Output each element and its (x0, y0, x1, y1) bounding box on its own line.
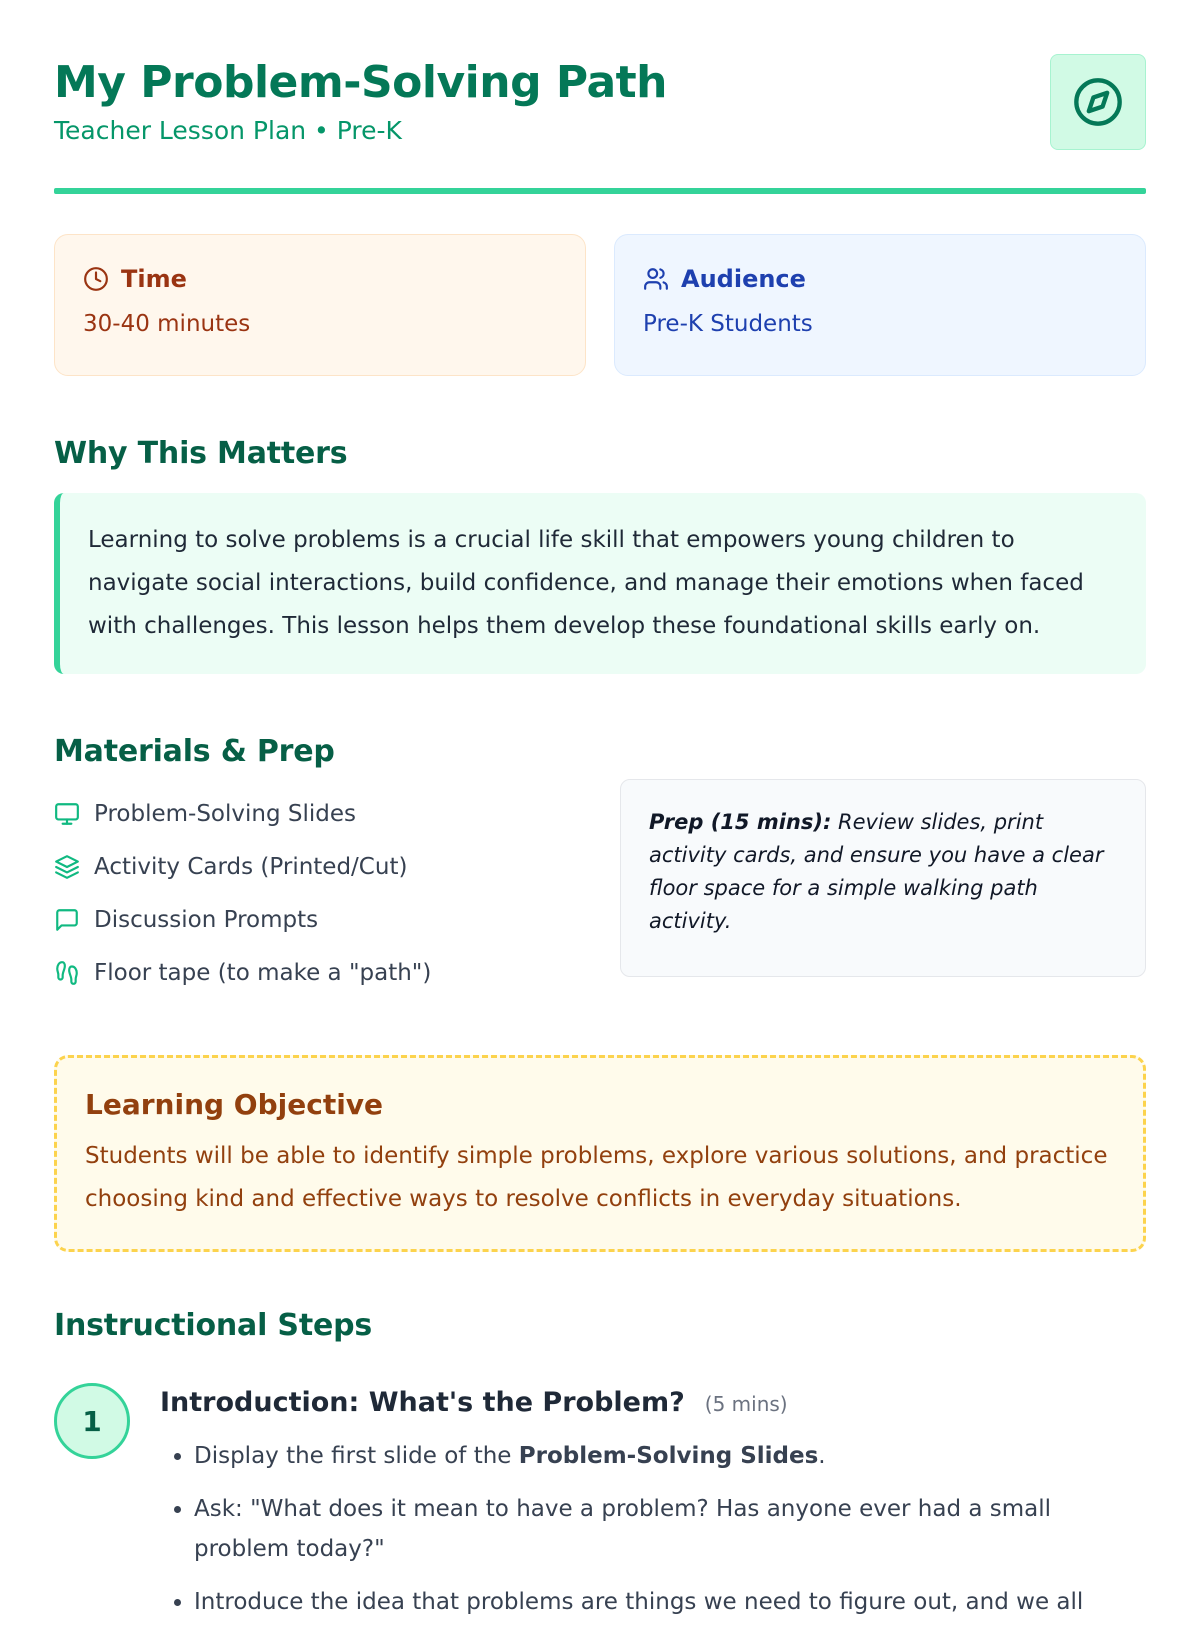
why-callout: Learning to solve problems is a crucial life skill that empowers young children to navigate social interactions, build confidence, and manage their emotions when faced with challenges. This lesson helps them develop these foundational skills early on. (54, 493, 1146, 674)
list-item (54, 787, 620, 840)
header (54, 0, 1146, 145)
list-item (54, 946, 620, 999)
step-title: Introduction: What's the Problem? (160, 1387, 685, 1418)
material-label: Activity Cards (Printed/Cut) (94, 853, 408, 880)
audience-value: Pre-K Students (643, 311, 813, 337)
header-divider (54, 188, 1146, 194)
time-card (54, 234, 586, 376)
compass-icon (1050, 54, 1146, 150)
chat-icon (54, 907, 80, 933)
time-label: Time (121, 265, 187, 293)
list-item (54, 840, 620, 893)
bullet-text-end: . (818, 1443, 826, 1469)
step-header (160, 1387, 1146, 1418)
monitor-icon (54, 801, 80, 827)
list-item (54, 893, 620, 946)
page-title: My Problem-Solving Path (54, 57, 668, 108)
audience-label: Audience (681, 265, 806, 293)
objective-title: Learning Objective (85, 1088, 384, 1121)
bullet-bold: Problem-Solving Slides (518, 1443, 819, 1469)
step-number-badge: 1 (54, 1383, 130, 1459)
time-card-header (83, 265, 557, 293)
bullet-text: Introduce the idea that problems are things we need to figure out, and we all (194, 1589, 1084, 1615)
material-label: Discussion Prompts (94, 906, 319, 933)
learning-objective-box (54, 1055, 1146, 1252)
step-bullets (160, 1436, 1146, 1622)
prep-label: Prep (15 mins): (649, 810, 832, 834)
audience-card (614, 234, 1146, 376)
materials-row (54, 787, 1146, 999)
list-item (194, 1489, 1146, 1569)
material-label: Problem-Solving Slides (94, 800, 356, 827)
step-body (160, 1383, 1146, 1635)
step-duration: (5 mins) (704, 1392, 788, 1416)
time-value: 30-40 minutes (83, 311, 251, 337)
layers-icon (54, 854, 80, 880)
steps-section-title: Instructional Steps (54, 1308, 373, 1343)
materials-list (54, 787, 620, 999)
material-label: Floor tape (to make a "path") (94, 959, 432, 986)
users-icon (643, 266, 669, 292)
footprints-icon (54, 960, 80, 986)
clock-icon (83, 266, 109, 292)
materials-section-title: Materials & Prep (54, 734, 335, 769)
bullet-text: Ask: "What does it mean to have a problem? Has anyone ever had a small problem today?" (194, 1496, 1052, 1562)
list-item (194, 1436, 1146, 1476)
objective-text: Students will be able to identify simple problems, explore various solutions, and practice choosing kind and effective ways to resolve conflicts in everyday situations. (85, 1143, 1108, 1212)
prep-note (620, 779, 1146, 977)
info-cards (54, 234, 1146, 376)
prep-text: Review slides, print activity cards, and ensure you have a clear floor space for a simple walking path activity. (649, 810, 1104, 933)
audience-card-header (643, 265, 1117, 293)
page-subtitle: Teacher Lesson Plan • Pre-K (54, 116, 402, 145)
list-item (194, 1582, 1146, 1622)
step-item (54, 1383, 1146, 1635)
bullet-text: Display the first slide of the (194, 1443, 519, 1469)
why-section-title: Why This Matters (54, 436, 348, 471)
